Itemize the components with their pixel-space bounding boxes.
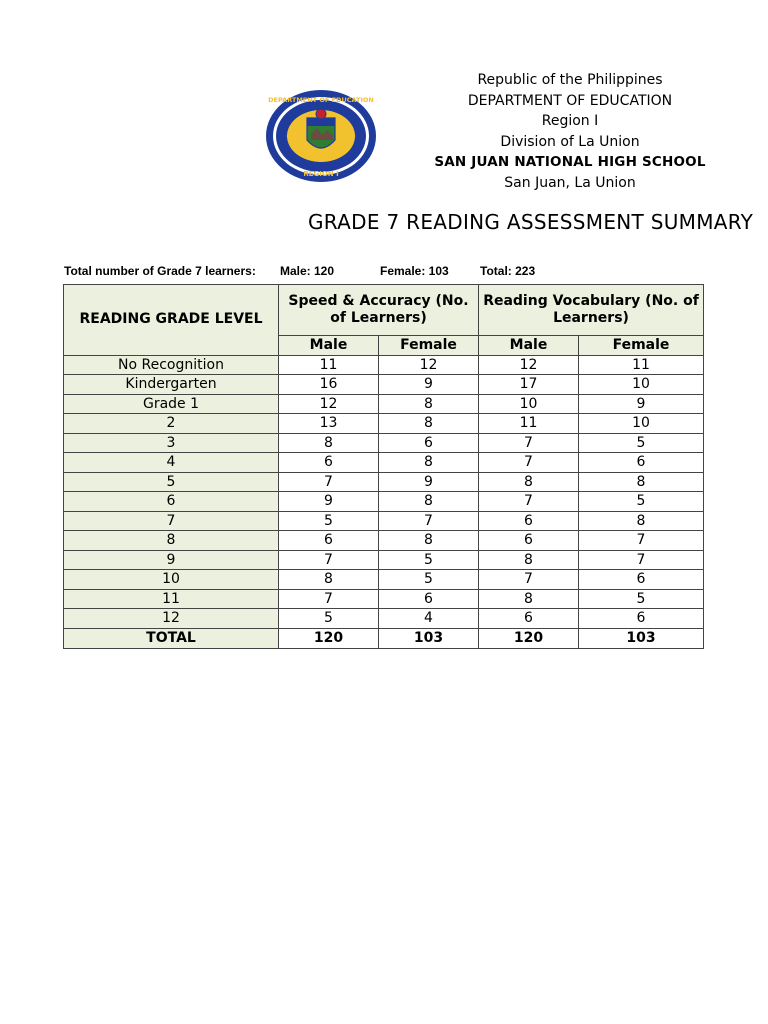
- cell-sa-male: 7: [279, 472, 379, 492]
- cell-sa-male: 13: [279, 414, 379, 434]
- total-cell-sa-male: 120: [279, 628, 379, 648]
- header-address: San Juan, La Union: [504, 174, 636, 191]
- table-body: [64, 355, 704, 648]
- table-total-row: [64, 628, 704, 648]
- col-header-speed-accuracy: Speed & Accuracy (No. of Learners): [279, 285, 479, 336]
- total-cell-rv-female: 103: [579, 628, 704, 648]
- seal-text-bottom: REGION I: [303, 170, 339, 178]
- cell-sa-female: 6: [379, 433, 479, 453]
- subheader-sa-male: Male: [279, 336, 379, 356]
- cell-level: 8: [64, 531, 279, 551]
- summary-female: Female: 103: [380, 264, 449, 278]
- cell-sa-female: 6: [379, 589, 479, 609]
- cell-rv-female: 6: [579, 609, 704, 629]
- cell-level: Kindergarten: [64, 375, 279, 395]
- cell-level: 12: [64, 609, 279, 629]
- cell-sa-male: 5: [279, 609, 379, 629]
- cell-rv-female: 6: [579, 453, 704, 473]
- cell-rv-male: 7: [479, 433, 579, 453]
- cell-rv-female: 10: [579, 414, 704, 434]
- cell-rv-male: 7: [479, 570, 579, 590]
- table-row: [64, 511, 704, 531]
- cell-sa-female: 9: [379, 375, 479, 395]
- cell-level: Grade 1: [64, 394, 279, 414]
- cell-sa-male: 6: [279, 531, 379, 551]
- cell-level: 3: [64, 433, 279, 453]
- cell-rv-male: 8: [479, 589, 579, 609]
- cell-sa-female: 12: [379, 355, 479, 375]
- table-row: [64, 531, 704, 551]
- header-republic: Republic of the Philippines: [477, 72, 663, 88]
- cell-rv-male: 6: [479, 511, 579, 531]
- cell-level: 5: [64, 472, 279, 492]
- col-header-reading-grade-level: READING GRADE LEVEL: [64, 285, 279, 356]
- table-row: [64, 609, 704, 629]
- cell-level: 7: [64, 511, 279, 531]
- table-row: [64, 492, 704, 512]
- cell-sa-male: 6: [279, 453, 379, 473]
- cell-rv-male: 6: [479, 531, 579, 551]
- cell-sa-female: 4: [379, 609, 479, 629]
- deped-seal-icon: [264, 88, 378, 184]
- cell-rv-female: 10: [579, 375, 704, 395]
- cell-sa-female: 7: [379, 511, 479, 531]
- total-cell-sa-female: 103: [379, 628, 479, 648]
- table-row: [64, 375, 704, 395]
- cell-sa-female: 8: [379, 531, 479, 551]
- cell-rv-male: 8: [479, 472, 579, 492]
- seal-text-top: DEPARTMENT OF EDUCATION: [268, 96, 374, 104]
- letterhead: [400, 70, 740, 193]
- col-header-reading-vocabulary: Reading Vocabulary (No. of Learners): [479, 285, 704, 336]
- table-row: [64, 433, 704, 453]
- cell-level: 6: [64, 492, 279, 512]
- header-school: SAN JUAN NATIONAL HIGH SCHOOL: [434, 154, 706, 170]
- cell-rv-female: 5: [579, 589, 704, 609]
- cell-sa-male: 5: [279, 511, 379, 531]
- cell-rv-male: 6: [479, 609, 579, 629]
- cell-rv-male: 17: [479, 375, 579, 395]
- cell-rv-female: 9: [579, 394, 704, 414]
- summary-total: Total: 223: [480, 264, 536, 278]
- cell-level: 9: [64, 550, 279, 570]
- cell-rv-female: 7: [579, 550, 704, 570]
- table-row: [64, 570, 704, 590]
- summary-label: Total number of Grade 7 learners:: [64, 264, 256, 278]
- header-division: Division of La Union: [500, 133, 640, 150]
- cell-sa-female: 8: [379, 414, 479, 434]
- table-row: [64, 453, 704, 473]
- page-title: GRADE 7 READING ASSESSMENT SUMMARY: [308, 210, 754, 234]
- reading-assessment-table: [63, 284, 704, 649]
- cell-sa-female: 8: [379, 394, 479, 414]
- cell-sa-male: 16: [279, 375, 379, 395]
- table-row: [64, 414, 704, 434]
- cell-rv-female: 8: [579, 472, 704, 492]
- cell-level: No Recognition: [64, 355, 279, 375]
- cell-rv-female: 8: [579, 511, 704, 531]
- cell-sa-male: 7: [279, 589, 379, 609]
- cell-rv-male: 10: [479, 394, 579, 414]
- summary-male: Male: 120: [280, 264, 335, 278]
- total-cell-level: TOTAL: [64, 628, 279, 648]
- table-row: [64, 589, 704, 609]
- header-department: DEPARTMENT OF EDUCATION: [467, 92, 673, 109]
- total-cell-rv-male: 120: [479, 628, 579, 648]
- subheader-rv-male: Male: [479, 336, 579, 356]
- cell-sa-male: 8: [279, 570, 379, 590]
- cell-level: 11: [64, 589, 279, 609]
- cell-level: 10: [64, 570, 279, 590]
- cell-rv-female: 5: [579, 492, 704, 512]
- table-row: [64, 472, 704, 492]
- cell-sa-male: 7: [279, 550, 379, 570]
- cell-rv-female: 7: [579, 531, 704, 551]
- table-row: [64, 550, 704, 570]
- table-row: [64, 394, 704, 414]
- cell-rv-female: 5: [579, 433, 704, 453]
- cell-rv-female: 6: [579, 570, 704, 590]
- cell-sa-male: 9: [279, 492, 379, 512]
- cell-rv-male: 11: [479, 414, 579, 434]
- subheader-sa-female: Female: [379, 336, 479, 356]
- cell-rv-male: 7: [479, 453, 579, 473]
- cell-level: 2: [64, 414, 279, 434]
- cell-rv-female: 11: [579, 355, 704, 375]
- cell-sa-female: 5: [379, 550, 479, 570]
- cell-sa-female: 9: [379, 472, 479, 492]
- subheader-rv-female: Female: [579, 336, 704, 356]
- cell-rv-male: 7: [479, 492, 579, 512]
- cell-sa-male: 8: [279, 433, 379, 453]
- cell-sa-female: 8: [379, 492, 479, 512]
- cell-rv-male: 8: [479, 550, 579, 570]
- cell-sa-male: 12: [279, 394, 379, 414]
- cell-level: 4: [64, 453, 279, 473]
- cell-sa-male: 11: [279, 355, 379, 375]
- cell-sa-female: 5: [379, 570, 479, 590]
- header-region: Region I: [541, 113, 599, 129]
- cell-sa-female: 8: [379, 453, 479, 473]
- table-row: [64, 355, 704, 375]
- cell-rv-male: 12: [479, 355, 579, 375]
